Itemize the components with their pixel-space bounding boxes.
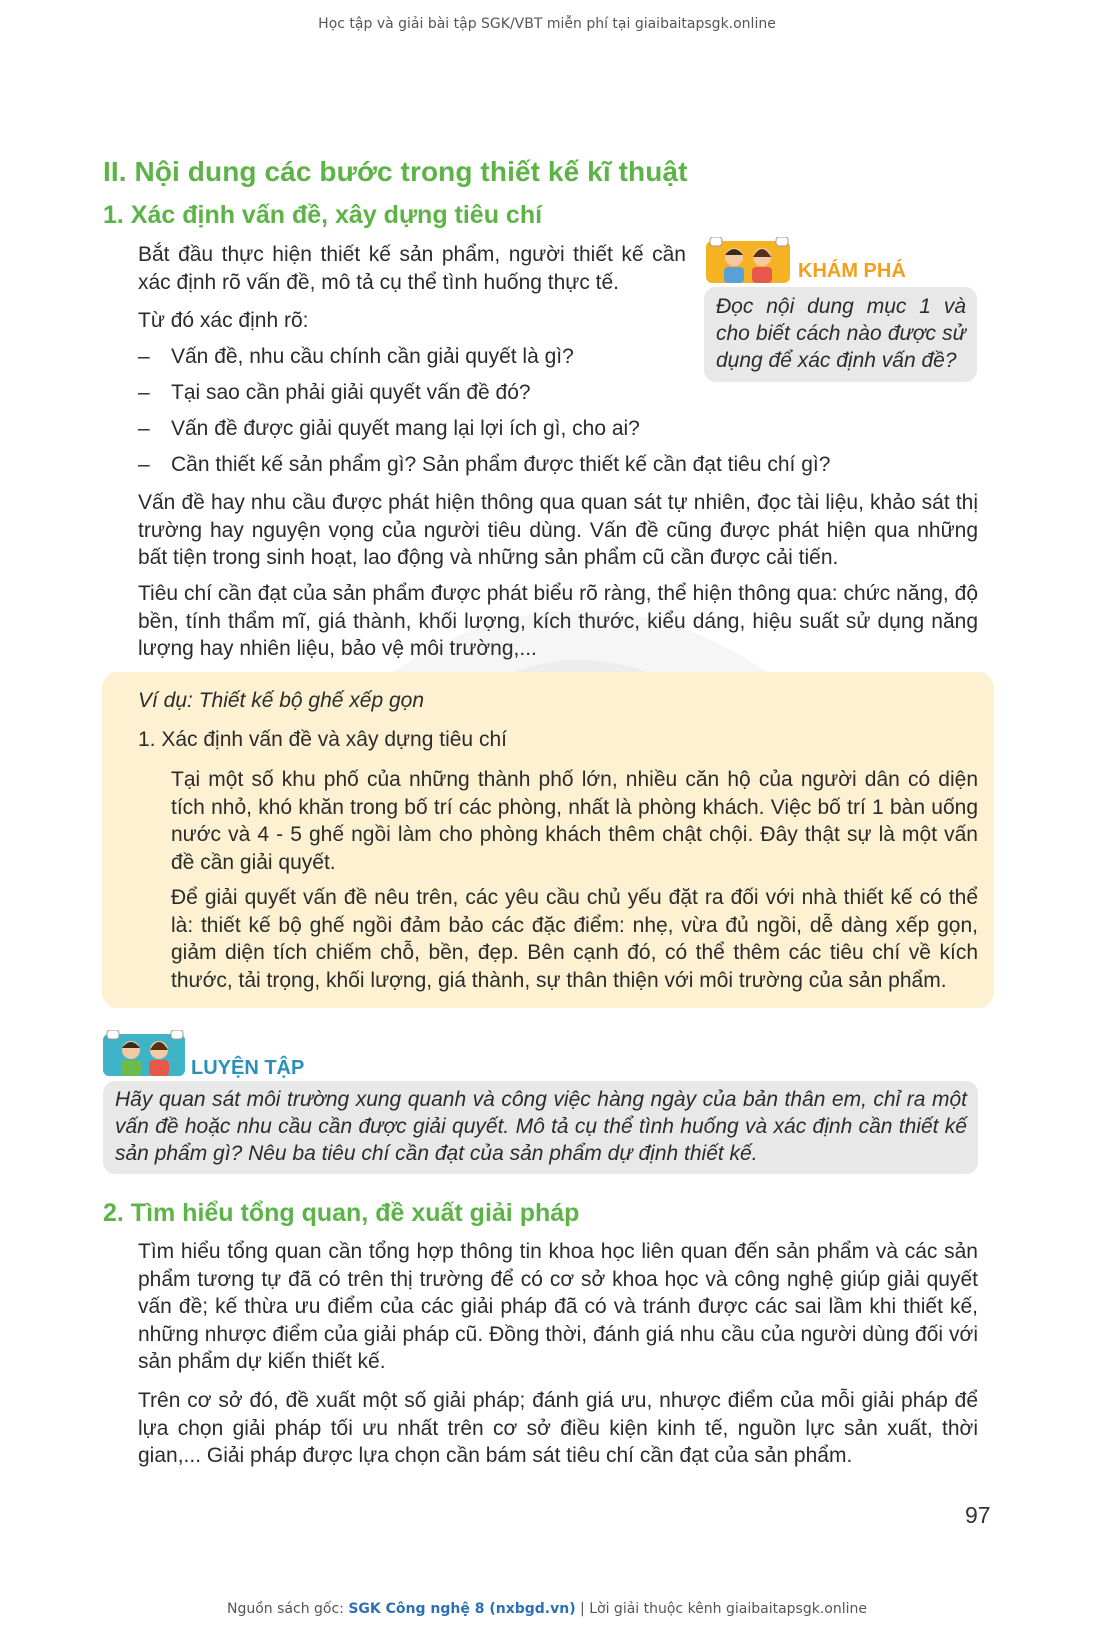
step1-intro: Bắt đầu thực hiện thiết kế sản phẩm, người thiết kế cần xác định rõ vấn đề, mô tả cụ thể tình huống thực tế. bbox=[138, 243, 686, 294]
page-number: 97 bbox=[965, 1502, 991, 1528]
step1-paragraph: Vấn đề hay nhu cầu được phát hiện thông qua quan sát tự nhiên, đọc tài liệu, khảo sát thị trường hay nguyện vọng của người tiêu dùng. Vấn đề cũng được phát hiện qua những bất tiện trong sinh hoạt, lao động và những sản phẩm cũ cần được cải tiến. bbox=[138, 491, 978, 569]
footer-prefix: Nguồn sách gốc: bbox=[227, 1601, 349, 1617]
list-item-text: Vấn đề, nhu cầu chính cần giải quyết là gì? bbox=[171, 345, 574, 368]
footer-source-link[interactable]: SGK Công nghệ 8 (nxbgd.vn) bbox=[348, 1601, 576, 1617]
dash-bullet: – bbox=[138, 381, 150, 404]
step2-title: 2. Tìm hiểu tổng quan, đề xuất giải pháp bbox=[103, 1199, 580, 1227]
step1-title: 1. Xác định vấn đề, xây dựng tiêu chí bbox=[103, 201, 543, 229]
kham-pha-label: KHÁM PHÁ bbox=[798, 260, 906, 282]
students-icon bbox=[706, 237, 792, 285]
example-paragraph: Tại một số khu phố của những thành phố lớn, nhiều căn hộ của người dân có diện tích nhỏ, khó khăn trong bố trí các phòng, nhất là phòng khách. Việc bố trí 1 bàn uống nước và 4 - 5 ghế ngồi làm cho phòng khách thêm chật chội. Đây thật sự là một vấn đề cần giải quyết. bbox=[171, 768, 978, 874]
list-item-text: Tại sao cần phải giải quyết vấn đề đó? bbox=[171, 381, 531, 404]
kham-pha-text: Đọc nội dung mục 1 và cho biết cách nào được sử dụng để xác định vấn đề? bbox=[716, 295, 966, 372]
step1-lead: Từ đó xác định rõ: bbox=[138, 309, 309, 332]
students-icon bbox=[103, 1030, 187, 1078]
list-item-text: Vấn đề được giải quyết mang lại lợi ích gì, cho ai? bbox=[171, 417, 640, 440]
luyen-tap-text: Hãy quan sát môi trường xung quanh và công việc hàng ngày của bản thân em, chỉ ra một vấn đề hoặc nhu cầu cần được giải quyết. Mô tả cụ thể tình huống và xác định cần thiết kế sản phẩm gì? Nêu ba tiêu chí cần đạt của sản phẩm dự định thiết kế. bbox=[115, 1088, 967, 1165]
dash-bullet: – bbox=[138, 417, 150, 440]
step2-paragraph: Tìm hiểu tổng quan cần tổng hợp thông tin khoa học liên quan đến sản phẩm và các sản phẩm tương tự đã có trên thị trường để có cơ sở khoa học và công nghệ giúp giải quyết vấn đề; kế thừa ưu điểm của các giải pháp đã có và tránh được các sai lầm khi thiết kế, những nhược điểm của giải pháp cũ. Đồng thời, đánh giá nhu cầu của người dùng đối với sản phẩm dự kiến thiết kế. bbox=[138, 1240, 978, 1373]
list-item bbox=[138, 381, 938, 409]
step1-paragraph: Tiêu chí cần đạt của sản phẩm được phát biểu rõ ràng, thể hiện thông qua: chức năng, độ bền, tính thẩm mĩ, giá thành, khối lượng, kích thước, kiểu dáng, hiệu suất sử dụng năng lượng hay nhiên liệu, bảo vệ môi trường,... bbox=[138, 582, 978, 660]
page-header: Học tập và giải bài tập SGK/VBT miễn phí tại giaibaitapsgk.online bbox=[318, 16, 776, 32]
page-footer bbox=[0, 1601, 1094, 1617]
example-title: Ví dụ: Thiết kế bộ ghế xếp gọn bbox=[138, 689, 425, 712]
footer-suffix: | Lời giải thuộc kênh giaibaitapsgk.online bbox=[575, 1601, 867, 1617]
dash-bullet: – bbox=[138, 453, 150, 476]
dash-bullet: – bbox=[138, 345, 150, 368]
example-paragraph: Để giải quyết vấn đề nêu trên, các yêu cầu chủ yếu đặt ra đối với nhà thiết kế có thể là: thiết kế bộ ghế ngồi đảm bảo các đặc điểm: nhẹ, vừa đủ ngồi, dễ dàng xếp gọn, giảm diện tích chiếm chỗ, bền, đẹp. Bên cạnh đó, có thể thêm các tiêu chí về kích thước, tải trọng, khối lượng, giá thành, sự thân thiện với môi trường của sản phẩm. bbox=[171, 886, 978, 992]
example-step: 1. Xác định vấn đề và xây dựng tiêu chí bbox=[138, 728, 507, 751]
list-item-text: Cần thiết kế sản phẩm gì? Sản phẩm được thiết kế cần đạt tiêu chí gì? bbox=[171, 453, 831, 476]
step2-paragraph: Trên cơ sở đó, đề xuất một số giải pháp; đánh giá ưu, nhược điểm của mỗi giải pháp để lựa chọn giải pháp tối ưu nhất trên cơ sở điều kiện kinh tế, nguồn lực sản xuất, thời gian,... Giải pháp được lựa chọn cần bám sát tiêu chí cần đạt của sản phẩm. bbox=[138, 1389, 978, 1467]
list-item bbox=[138, 453, 938, 481]
luyen-tap-label: LUYỆN TẬP bbox=[191, 1057, 305, 1079]
list-item bbox=[138, 417, 938, 445]
section-title: II. Nội dung các bước trong thiết kế kĩ thuật bbox=[103, 156, 688, 187]
